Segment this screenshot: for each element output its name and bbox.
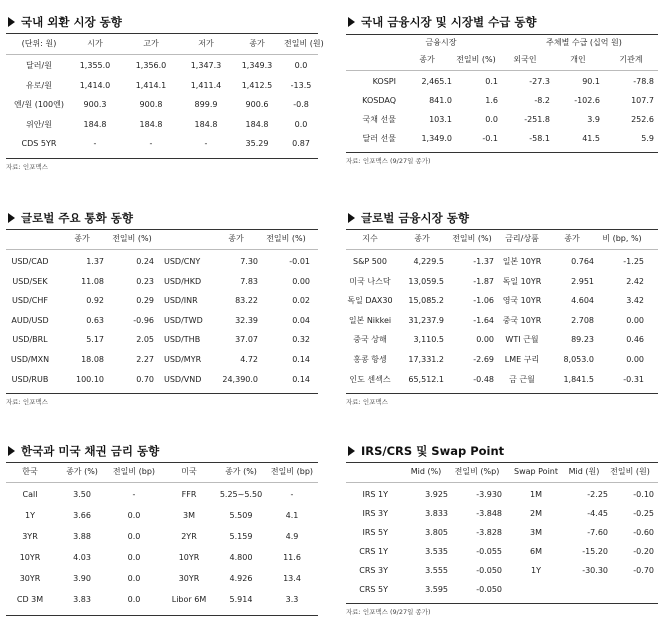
bond-title-text: 한국과 미국 채권 금리 동향: [21, 444, 160, 458]
global-data-cell: 1,841.5: [563, 374, 594, 384]
irs-data-cell: -30.30: [582, 566, 608, 575]
domestic-data-cell: 0.1: [485, 77, 498, 86]
currency-header-cell: 전일비 (%): [266, 234, 306, 243]
domestic-header-rule: [346, 70, 658, 71]
global-data-cell: 4,229.5: [413, 257, 444, 266]
irs-data-cell: CRS 3Y: [359, 566, 388, 575]
fx-data-cell: 1,347.3: [190, 61, 222, 70]
bond-data-cell: 1Y: [25, 511, 35, 520]
bond-data-cell: 4.03: [73, 553, 91, 562]
domestic-title-text: 국내 금융시장 및 시장별 수급 동향: [361, 15, 537, 29]
currency-data-cell: 1.37: [86, 257, 104, 266]
currency-data-cell: 0.00: [292, 276, 310, 286]
currency-data-cell: AUD/USD: [11, 315, 49, 325]
irs-data-cell: -0.25: [633, 509, 654, 518]
global-data-cell: 2.951: [571, 276, 594, 286]
domestic-data-cell: -8.2: [534, 96, 550, 105]
fx-data-cell: 900.8: [139, 100, 163, 109]
bond-data-cell: -: [132, 490, 136, 499]
currency-data-cell: 7.30: [240, 257, 258, 266]
section-triangle-icon: [8, 17, 15, 27]
fx-source-note: 자료: 인포맥스: [6, 162, 48, 171]
bond-data-cell: CD 3M: [16, 595, 44, 604]
domestic-data-cell: -0.1: [482, 134, 498, 143]
global-data-cell: -1.25: [623, 257, 644, 266]
global-data-cell: LME 구리: [504, 355, 540, 364]
bond-data-cell: 0.0: [127, 553, 141, 562]
global-data-cell: 13,059.5: [408, 276, 444, 286]
fx-data-cell: 1,349.3: [241, 61, 273, 70]
currency-data-cell: -0.01: [289, 257, 310, 266]
bond-data-cell: 3.83: [73, 595, 91, 604]
currency-data-cell: 24,390.0: [222, 374, 258, 384]
global-header-rule: [346, 249, 658, 250]
fx-data-cell: 1,414.0: [79, 80, 111, 90]
global-header-cell: 지수: [362, 234, 378, 243]
irs-data-cell: -0.050: [476, 585, 502, 594]
currency-data-cell: 100.10: [76, 374, 104, 384]
currency-data-cell: 0.23: [136, 276, 154, 286]
domestic-data-cell: KOSDAQ: [362, 96, 396, 105]
bond-header-cell: 미국: [181, 467, 197, 476]
global-data-cell: 일본 Nikkei: [348, 315, 392, 325]
bond-data-cell: 3.66: [73, 511, 91, 520]
domestic-data-cell: 5.9: [641, 134, 654, 143]
irs-data-cell: 3.555: [425, 566, 448, 575]
currency-title-text: 글로벌 주요 통화 동향: [21, 211, 133, 225]
bond-data-cell: Libor 6M: [171, 595, 207, 604]
domestic-header-cell: 종가: [419, 55, 435, 64]
irs-data-cell: 3.535: [425, 547, 448, 556]
irs-data-cell: IRS 1Y: [362, 490, 388, 499]
domestic-data-cell: 252.6: [631, 115, 654, 124]
irs-data-cell: 3.805: [425, 528, 448, 537]
bond-data-cell: 3.3: [285, 595, 299, 604]
bond-data-cell: 4.1: [285, 511, 299, 520]
fx-data-cell: -0.8: [293, 100, 309, 109]
fx-data-cell: 0.87: [292, 139, 310, 148]
currency-data-cell: 2.05: [136, 335, 154, 345]
domestic-title: [346, 13, 537, 31]
bond-yield-panel: [6, 442, 318, 622]
bond-data-cell: 3.88: [73, 532, 91, 541]
irs-data-cell: -3.848: [476, 509, 502, 518]
currency-data-cell: 0.32: [292, 335, 310, 345]
global-title: [346, 209, 469, 227]
global-data-cell: 금 근월: [509, 374, 535, 384]
domestic-data-cell: 1,349.0: [421, 134, 452, 143]
global-top-rule: [346, 229, 658, 230]
bond-header-cell: 전일비 (bp): [112, 467, 156, 476]
fx-data-cell: 184.8: [83, 119, 107, 129]
fx-data-cell: 1,414.1: [135, 80, 167, 90]
global-header-cell: 비 (bp, %): [602, 234, 642, 243]
currency-data-cell: 4.72: [240, 355, 258, 364]
domestic-data-cell: 41.5: [582, 134, 600, 143]
currency-data-cell: 0.14: [292, 355, 310, 364]
fx-header-cell: 종가: [249, 39, 265, 48]
bond-data-cell: 10YR: [178, 553, 200, 562]
fx-data-cell: 184.8: [139, 119, 163, 129]
global-data-cell: -2.69: [473, 355, 494, 364]
currency-data-cell: USD/RUB: [11, 374, 49, 384]
fx-data-cell: 엔/원 (100엔): [14, 100, 64, 109]
global-data-cell: 중국 10YR: [502, 315, 542, 325]
irs-data-cell: IRS 5Y: [362, 528, 388, 537]
global-bottom-rule: [346, 393, 658, 394]
fx-header-cell: 고가: [143, 39, 159, 48]
fx-data-cell: -13.5: [290, 80, 312, 90]
fx-data-cell: 1,356.0: [135, 61, 167, 70]
global-header-cell: 금리/상품: [505, 234, 539, 243]
bond-data-cell: 5.914: [229, 595, 253, 604]
irs-header-cell: 전일비 (%p): [454, 467, 500, 476]
global-data-cell: 31,237.9: [408, 315, 444, 325]
global-data-cell: -0.31: [623, 374, 644, 384]
global-title-text: 글로벌 금융시장 동향: [361, 211, 469, 225]
bond-header-cell: 종가 (%): [66, 467, 98, 476]
global-market-panel: [346, 209, 658, 409]
bond-title: [6, 442, 159, 460]
fx-data-cell: 0.0: [294, 119, 308, 129]
section-triangle-icon: [348, 213, 355, 223]
global-data-cell: -0.48: [473, 374, 494, 384]
irs-data-cell: -0.70: [633, 566, 654, 575]
global-data-cell: 65,512.1: [408, 374, 444, 384]
global-header-cell: 전일비 (%): [452, 234, 492, 243]
currency-data-cell: 0.14: [292, 374, 310, 384]
fx-top-rule: [6, 33, 318, 34]
currency-data-cell: 0.02: [292, 296, 310, 306]
fx-data-cell: -: [93, 139, 97, 148]
bond-data-cell: 10YR: [19, 553, 41, 562]
bond-data-cell: 4.800: [229, 553, 253, 562]
currency-data-cell: USD/SEK: [12, 276, 48, 286]
fx-data-cell: 1,411.4: [190, 80, 222, 90]
irs-title-text: IRS/CRS 및 Swap Point: [361, 444, 505, 458]
global-data-cell: 0.00: [626, 315, 644, 325]
currency-header-rule: [6, 249, 318, 250]
irs-data-cell: -3.828: [476, 528, 502, 537]
currency-data-cell: 2.27: [136, 355, 154, 364]
fx-data-cell: 184.8: [245, 119, 269, 129]
domestic-data-cell: 841.0: [429, 96, 452, 105]
global-data-cell: -1.64: [473, 315, 494, 325]
global-data-cell: 15,085.2: [408, 296, 444, 306]
currency-data-cell: 0.04: [292, 315, 310, 325]
bond-data-cell: 3M: [183, 511, 195, 520]
irs-data-cell: -3.930: [476, 490, 502, 499]
domestic-header-cell: 전일비 (%): [456, 55, 496, 64]
domestic-data-cell: 3.9: [587, 115, 600, 124]
irs-data-cell: CRS 5Y: [359, 585, 388, 594]
bond-data-cell: FFR: [181, 490, 197, 499]
currency-data-cell: USD/CNY: [164, 257, 201, 266]
currency-data-cell: USD/THB: [164, 335, 201, 345]
bond-data-cell: 5.159: [229, 532, 253, 541]
irs-data-cell: 3M: [530, 528, 542, 537]
global-data-cell: 미국 나스닥: [349, 276, 391, 286]
irs-data-cell: -0.60: [633, 528, 654, 537]
currency-header-cell: 종가: [228, 234, 244, 243]
currency-source-note: 자료: 인포맥스: [6, 398, 48, 407]
global-data-cell: 3,110.5: [413, 335, 444, 345]
fx-header-cell: (단위: 원): [21, 39, 57, 48]
bond-top-rule: [6, 462, 318, 463]
domestic-data-cell: 국채 선물: [362, 115, 396, 124]
irs-header-cell: Mid (원): [568, 467, 600, 476]
bond-data-cell: 4.926: [229, 574, 253, 583]
bond-data-cell: 3.90: [73, 574, 91, 583]
currency-data-cell: 5.17: [86, 335, 104, 345]
fx-header-rule: [6, 54, 318, 55]
domestic-data-cell: -78.8: [633, 77, 654, 86]
currency-data-cell: 32.39: [235, 315, 258, 325]
domestic-source-note: 자료: 인포맥스 (9/27일 종가): [346, 157, 431, 165]
global-data-cell: 4.604: [571, 296, 594, 306]
domestic-data-cell: -27.3: [529, 77, 550, 86]
bond-data-cell: 2YR: [181, 532, 197, 541]
global-data-cell: -1.87: [473, 276, 494, 286]
currency-data-cell: 11.08: [81, 276, 104, 286]
currency-data-cell: -0.96: [133, 315, 154, 325]
bond-data-cell: Call: [22, 490, 38, 499]
bond-data-cell: 11.6: [283, 553, 301, 562]
irs-source-note: 자료: 인포맥스 (9/27일 종가): [346, 608, 431, 616]
irs-title: [346, 442, 504, 460]
currency-data-cell: USD/TWD: [164, 315, 203, 325]
currency-top-rule: [6, 229, 318, 230]
global-data-cell: -1.37: [473, 257, 494, 266]
bond-data-cell: 3.50: [73, 490, 91, 499]
fx-data-cell: 35.29: [245, 139, 269, 148]
fx-data-cell: -: [149, 139, 153, 148]
fx-header-cell: 전일비 (원): [284, 39, 324, 48]
irs-bottom-rule: [346, 603, 658, 604]
bond-data-cell: -: [290, 490, 294, 499]
bond-data-cell: 30YR: [19, 574, 41, 583]
global-data-cell: 인도 센섹스: [349, 374, 391, 384]
global-header-cell: 종가: [564, 234, 580, 243]
fx-data-cell: 위안/원: [26, 119, 52, 129]
currency-data-cell: USD/MXN: [10, 355, 50, 364]
section-triangle-icon: [348, 17, 355, 27]
irs-data-cell: -0.20: [633, 547, 654, 556]
fx-data-cell: 900.3: [83, 100, 107, 109]
irs-data-cell: -0.050: [476, 566, 502, 575]
global-data-cell: 일본 10YR: [502, 257, 542, 266]
irs-header-rule: [346, 482, 658, 483]
fx-title: [6, 13, 122, 31]
irs-data-cell: -15.20: [582, 547, 608, 556]
currency-data-cell: USD/INR: [164, 296, 198, 306]
currency-bottom-rule: [6, 393, 318, 394]
bond-data-cell: 4.9: [285, 532, 299, 541]
global-data-cell: 3.42: [626, 296, 644, 306]
currency-data-cell: USD/HKD: [164, 276, 202, 286]
global-data-cell: 0.46: [626, 335, 644, 345]
fx-data-cell: 900.6: [245, 100, 269, 109]
fx-data-cell: 1,412.5: [241, 80, 273, 90]
global-data-cell: S&P 500: [353, 257, 387, 266]
global-data-cell: -1.06: [473, 296, 494, 306]
global-data-cell: 8,053.0: [563, 355, 594, 364]
domestic-group-label: 주체별 수급 (십억 원): [546, 38, 622, 47]
irs-data-cell: IRS 3Y: [362, 509, 388, 518]
irs-data-cell: CRS 1Y: [359, 547, 388, 556]
global-source-note: 자료: 인포맥스: [346, 398, 388, 407]
domestic-top-rule: [346, 34, 658, 35]
domestic-header-cell: 외국인: [513, 55, 537, 64]
bond-data-cell: 5.509: [229, 511, 253, 520]
irs-data-cell: 3.595: [425, 585, 448, 594]
global-data-cell: 0.00: [476, 335, 494, 345]
global-data-cell: 독일 DAX30: [347, 296, 393, 306]
irs-crs-swap-panel: [346, 442, 658, 622]
irs-data-cell: -0.10: [633, 490, 654, 499]
global-data-cell: 2.42: [626, 276, 644, 286]
fx-data-cell: -: [204, 139, 208, 148]
bond-data-cell: 0.0: [127, 595, 141, 604]
bond-header-cell: 한국: [22, 467, 38, 476]
currency-data-cell: USD/VND: [164, 374, 202, 384]
irs-data-cell: 6M: [530, 547, 542, 556]
currency-data-cell: 0.29: [136, 296, 154, 306]
currency-data-cell: 0.92: [86, 296, 104, 306]
domestic-data-cell: 107.7: [631, 96, 654, 105]
bond-data-cell: 0.0: [127, 511, 141, 520]
global-data-cell: 0.764: [571, 257, 594, 266]
currency-header-cell: 종가: [74, 234, 90, 243]
bond-data-cell: 3YR: [22, 532, 38, 541]
domestic-data-cell: -58.1: [529, 134, 550, 143]
section-triangle-icon: [8, 446, 15, 456]
global-data-cell: 2.708: [571, 315, 594, 325]
currency-data-cell: USD/MYR: [164, 355, 202, 364]
bond-bottom-rule: [6, 615, 318, 616]
fx-data-cell: 유로/원: [26, 80, 52, 90]
domestic-data-cell: 2,465.1: [421, 77, 452, 86]
global-data-cell: 0.00: [626, 355, 644, 364]
global-data-cell: 홍콩 항셍: [353, 355, 387, 364]
domestic-data-cell: 0.0: [485, 115, 498, 124]
bond-data-cell: 13.4: [283, 574, 301, 583]
currency-data-cell: 0.24: [136, 257, 154, 266]
irs-data-cell: 3.833: [425, 509, 448, 518]
bond-data-cell: 0.0: [127, 574, 141, 583]
currency-data-cell: 83.22: [235, 296, 258, 306]
domestic-group-label: 금융시장: [425, 38, 457, 47]
irs-header-cell: Mid (%): [410, 467, 442, 476]
irs-data-cell: -4.45: [587, 509, 608, 518]
irs-data-cell: 3.925: [425, 490, 448, 499]
fx-bottom-rule: [6, 158, 318, 159]
irs-data-cell: -0.055: [476, 547, 502, 556]
fx-data-cell: CDS 5YR: [21, 139, 57, 148]
currency-data-cell: USD/BRL: [12, 335, 48, 345]
irs-top-rule: [346, 462, 658, 463]
fx-data-cell: 1,355.0: [79, 61, 111, 70]
section-triangle-icon: [348, 446, 355, 456]
domestic-data-cell: 90.1: [582, 77, 600, 86]
currency-data-cell: 7.83: [240, 276, 258, 286]
global-data-cell: WTI 근월: [505, 335, 539, 345]
currency-data-cell: 0.70: [136, 374, 154, 384]
currency-header-cell: 전일비 (%): [112, 234, 152, 243]
global-data-cell: 영국 10YR: [502, 296, 542, 306]
bond-header-cell: 종가 (%): [225, 467, 257, 476]
section-triangle-icon: [8, 213, 15, 223]
global-data-cell: 89.23: [571, 335, 594, 345]
currency-title: [6, 209, 133, 227]
irs-data-cell: 1Y: [531, 566, 541, 575]
bond-data-cell: 5.25~5.50: [219, 490, 263, 499]
fx-header-cell: 저가: [198, 39, 214, 48]
domestic-data-cell: KOSPI: [372, 77, 396, 86]
domestic-data-cell: 103.1: [429, 115, 452, 124]
fx-market-panel: [6, 13, 324, 171]
domestic-data-cell: -251.8: [524, 115, 550, 124]
bond-header-cell: 전일비 (bp): [270, 467, 314, 476]
global-data-cell: 독일 10YR: [502, 276, 542, 286]
fx-data-cell: 달러/원: [26, 61, 52, 70]
fx-data-cell: 0.0: [294, 61, 308, 70]
global-currency-panel: [6, 209, 318, 409]
currency-data-cell: 37.07: [235, 335, 258, 345]
fx-data-cell: 899.9: [194, 100, 218, 109]
domestic-header-cell: 개인: [570, 55, 586, 64]
fx-title-text: 국내 외환 시장 동향: [21, 15, 122, 29]
domestic-market-panel: [346, 13, 658, 168]
irs-header-cell: Swap Point: [513, 467, 558, 476]
domestic-bottom-rule: [346, 152, 658, 153]
domestic-data-cell: -102.6: [574, 96, 600, 105]
global-data-cell: 17,331.2: [408, 355, 444, 364]
currency-data-cell: USD/CHF: [12, 296, 48, 306]
bond-data-cell: 0.0: [127, 532, 141, 541]
bond-header-rule: [6, 482, 318, 483]
irs-data-cell: 2M: [530, 509, 542, 518]
domestic-header-cell: 기관계: [619, 55, 643, 64]
irs-data-cell: -2.25: [587, 490, 608, 499]
global-header-cell: 종가: [414, 234, 430, 243]
irs-data-cell: -7.60: [587, 528, 608, 537]
global-data-cell: 중국 상해: [353, 335, 387, 345]
bond-data-cell: 30YR: [178, 574, 200, 583]
currency-data-cell: 0.63: [86, 315, 104, 325]
currency-data-cell: 18.08: [81, 355, 104, 364]
irs-header-cell: 전일비 (원): [610, 467, 650, 476]
irs-data-cell: 1M: [530, 490, 542, 499]
domestic-data-cell: 1.6: [485, 96, 498, 105]
currency-data-cell: USD/CAD: [11, 257, 49, 266]
fx-header-cell: 시가: [87, 39, 103, 48]
domestic-data-cell: 달러 선물: [362, 134, 396, 143]
fx-data-cell: 184.8: [194, 119, 218, 129]
